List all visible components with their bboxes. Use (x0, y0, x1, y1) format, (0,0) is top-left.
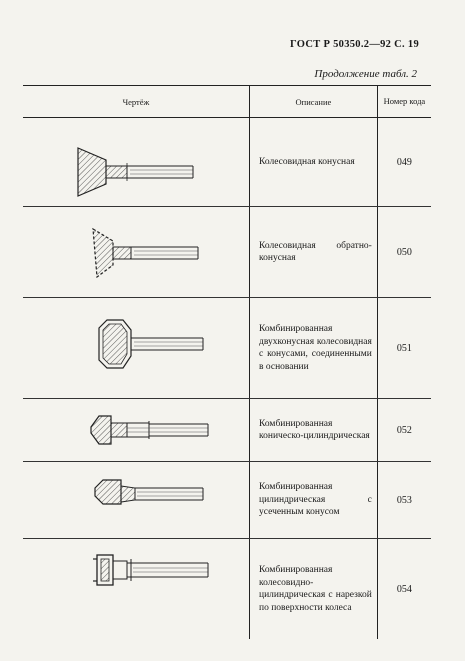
drawing-cell (23, 462, 250, 539)
table-row (23, 539, 431, 640)
table-row (23, 462, 431, 539)
code-cell: 051 (377, 298, 431, 399)
drawing-cell (23, 207, 250, 298)
conical-wheel-shank-drawing (23, 118, 249, 206)
table-row (23, 298, 431, 399)
drawing-cell (23, 118, 250, 207)
drawing-cell (23, 539, 250, 640)
table-row (23, 399, 431, 462)
table-row (23, 118, 431, 207)
table-header-row (23, 86, 431, 118)
double-cone-shank-drawing (23, 298, 249, 398)
drawing-cell (23, 399, 250, 462)
header-drawing: Чертёж (23, 86, 250, 118)
code-cell: 049 (377, 118, 431, 207)
shank-types-table (23, 85, 431, 639)
description-cell: Комбинированная цилиндрическая с усеченным конусом (250, 462, 378, 539)
description-cell: Комбинированная двухконусная колесовидная с конусами, соединенными в основании (250, 298, 378, 399)
description-cell: Колесовидная конусная (250, 118, 378, 207)
table-row (23, 207, 431, 298)
cylindrical-truncated-cone-shank-drawing (23, 462, 249, 538)
description-cell: Колесовидная обратно-конусная (250, 207, 378, 298)
drawing-cell (23, 298, 250, 399)
code-cell: 052 (377, 399, 431, 462)
code-cell: 053 (377, 462, 431, 539)
header-description: Описание (250, 86, 378, 118)
code-cell: 050 (377, 207, 431, 298)
page-header: ГОСТ Р 50350.2—92 С. 19 (290, 39, 419, 50)
conical-cylindrical-shank-drawing (23, 399, 249, 461)
notched-wheel-cylindrical-shank-drawing (23, 539, 249, 639)
code-cell: 054 (377, 539, 431, 640)
table-continuation-label: Продолжение табл. 2 (314, 68, 417, 80)
description-cell: Комбинированная коническо-цилиндрическая (250, 399, 378, 462)
reverse-conical-wheel-shank-drawing (23, 207, 249, 297)
header-code: Номер кода (377, 86, 431, 118)
description-cell: Комбинированная колесовидно-цилиндрическая с нарезкой по поверхности колеса (250, 539, 378, 640)
